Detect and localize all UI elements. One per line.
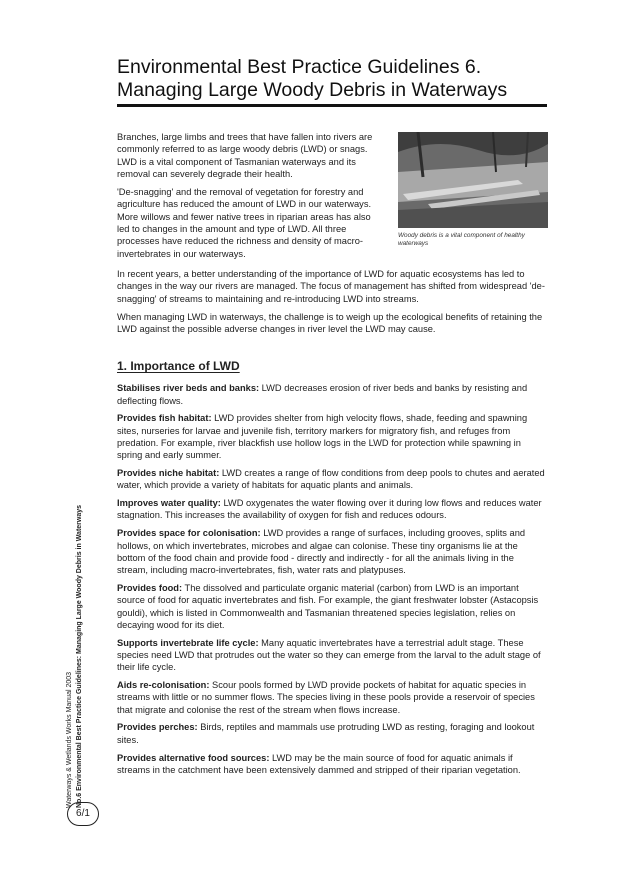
intro-paragraph-2: 'De-snagging' and the removal of vegetation for forestry and agriculture has reduced the amount of LWD in our waterways. More willows and fewer native trees in riparian areas has also led to changes in the amount and type of LWD. All three processes have reduced the richness and density of macro-invertebrates in our waterways. bbox=[117, 187, 372, 259]
section-heading: 1. Importance of LWD bbox=[117, 359, 240, 373]
manual-sidebar bbox=[65, 468, 97, 808]
importance-section bbox=[117, 360, 547, 782]
title-divider bbox=[117, 104, 547, 107]
title-line-2: Managing Large Woody Debris in Waterways bbox=[117, 79, 508, 101]
list-item: Stabilises river beds and banks: LWD decreases erosion of river beds and banks by resisting and deflecting flows. bbox=[117, 383, 528, 406]
photo-illustration bbox=[398, 132, 548, 228]
photo-caption: Woody debris is a vital component of healthy waterways bbox=[398, 232, 525, 247]
sidebar-guideline-title: No.6 Environmental Best Practice Guidelines: Managing Large Woody Debris in Waterways bbox=[75, 504, 83, 808]
sidebar-manual-title: Waterways & Wetlands Works Manual 2003 bbox=[66, 671, 73, 808]
list-item: Provides niche habitat: LWD creates a range of flow conditions from deep pools to chutes and aerated water, which provide a variety of habitats for aquatic plants and animals. bbox=[117, 468, 545, 491]
list-item: Improves water quality: LWD oxygenates the water flowing over it during low flows and reduces water stagnation. This increases the availability of oxygen for fish and reduces odours. bbox=[117, 498, 542, 521]
list-item: Provides space for colonisation: LWD provides a range of surfaces, including grooves, splits and hollows, on which invertebrates, microbes and algae can colonise. These tiny organisms lie at the bottom of the food chain and provide food - directly and indirectly - for all the animals living in the stream, including macro-invertebrates, fish, water rats and platypuses. bbox=[117, 528, 526, 576]
list-item: Provides alternative food sources: LWD may be the main source of food for aquatic animals if streams in the catchment have been extensively dammed and stripped of their riparian vegetation. bbox=[117, 752, 521, 775]
list-item: Aids re-colonisation: Scour pools formed by LWD provide pockets of habitat for aquatic species in streams with little or no summer flows. The species living in these pools provide a reservoir of species that migrate and colonise the rest of the stream when flows increase. bbox=[117, 680, 535, 715]
list-item: Provides food: The dissolved and particulate organic material (carbon) from LWD is an important source of food for aquatic invertebrates and fish. For example, the giant freshwater lobster (Astacopsis gouldi), which is listed in Commonwealth and Tasmanian threatened species legislation, relies on decaying wood for its diet. bbox=[117, 582, 539, 630]
sidebar-text bbox=[65, 468, 84, 808]
page-title bbox=[117, 56, 557, 102]
list-item: Supports invertebrate life cycle: Many aquatic invertebrates have a terrestrial adult stage. These species need LWD that protrudes out the water so they can emerge from the larval to the adult stage of their life cycle. bbox=[117, 637, 541, 673]
context-text bbox=[117, 268, 547, 341]
list-item: Provides fish habitat: LWD provides shelter from high velocity flows, shade, feeding and spawning sites, nurseries for larvae and juvenile fish, territory markers for migratory fish, and refuges from predation. For example, river blackfish use hollow logs in the LWD for protection while spawning in spring and early summer. bbox=[117, 413, 528, 461]
title-line-1: Environmental Best Practice Guidelines 6. bbox=[117, 56, 482, 78]
context-paragraph-1: In recent years, a better understanding of the importance of LWD for aquatic ecosystems has led to changes in the way our rivers are managed. The focus of management has shifted from widespread 'de-snagging' of streams to maintaining and re-introducing LWD into streams. bbox=[117, 269, 545, 304]
woody-debris-photo bbox=[398, 132, 548, 228]
intro-paragraph-1: Branches, large limbs and trees that have fallen into rivers are commonly referred to as large woody debris (LWD) or snags. LWD is a vital component of Tasmanian waterways and its removal can severely degrade their health. bbox=[117, 132, 373, 179]
intro-text bbox=[117, 131, 385, 266]
list-item: Provides perches: Birds, reptiles and mammals use protruding LWD as resting, foraging and lookout sites. bbox=[117, 722, 535, 745]
page-number: 6/1 bbox=[67, 802, 99, 826]
context-paragraph-2: When managing LWD in waterways, the challenge is to weigh up the ecological benefits of retaining the LWD against the possible adverse changes in river level the LWD may cause. bbox=[117, 311, 543, 335]
